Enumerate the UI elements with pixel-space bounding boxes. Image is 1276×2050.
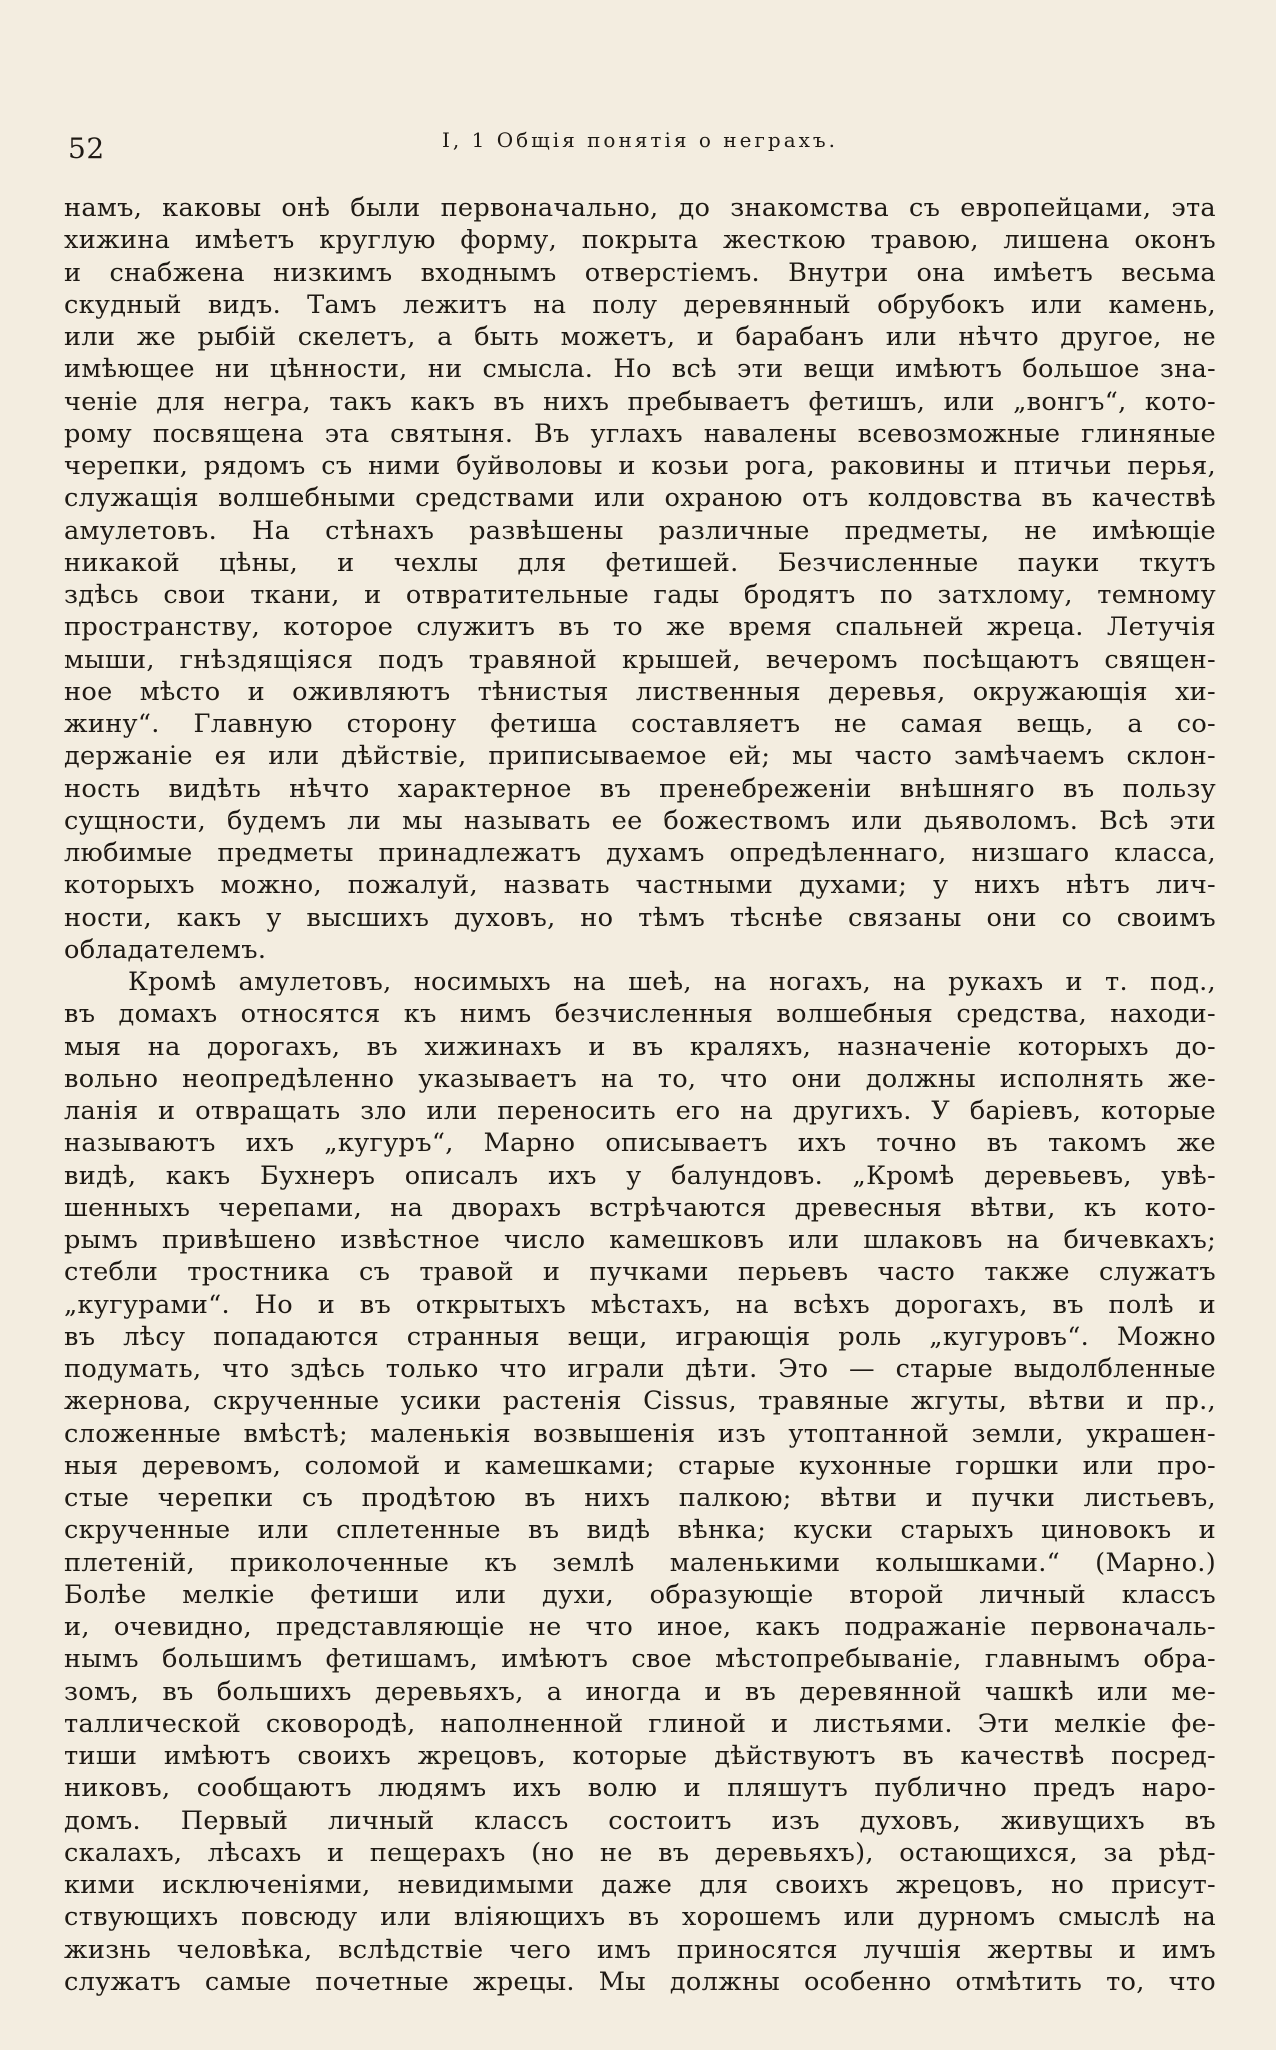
text-line: намъ, каковы онѣ были первоначально, до знакомства съ европейцами, эта (64, 193, 1216, 223)
text-line: мыши, гнѣздящіяся подъ травяной крышей, вечеромъ посѣщаютъ священ- (64, 644, 1216, 675)
text-line: никакой цѣны, и чехлы для фетишей. Безчисленные пауки ткутъ (64, 547, 1216, 578)
text-line: въ домахъ относятся къ нимъ безчисленныя волшебныя средства, находи- (64, 999, 1216, 1030)
text-line: ныя деревомъ, соломой и камешками; старые кухонные горшки или про- (64, 1450, 1216, 1481)
text-line: шенныхъ черепами, на дворахъ встрѣчаются древесныя вѣтви, къ кото- (64, 1192, 1216, 1223)
text-line: „кугурами“. Но и въ открытыхъ мѣстахъ, на всѣхъ дорогахъ, въ полѣ и (64, 1289, 1216, 1320)
text-line: служащія волшебными средствами или охраною отъ колдовства въ качествѣ (64, 483, 1216, 514)
page-header (64, 118, 1216, 178)
text-line: ное мѣсто и оживляютъ тѣнистыя лиственныя деревья, окружающія хи- (64, 676, 1216, 707)
text-line: сложенные вмѣстѣ; маленькія возвышенія изъ утоптанной земли, украшен- (64, 1418, 1216, 1449)
text-line: въ лѣсу попадаются странныя вещи, играющія роль „кугуровъ“. Можно (64, 1321, 1216, 1352)
text-line: здѣсь свои ткани, и отвратительные гады бродятъ по затхлому, темному (64, 580, 1216, 610)
text-line: нымъ большимъ фетишамъ, имѣютъ свое мѣстопребываніе, главнымъ обра- (64, 1644, 1216, 1675)
text-line: скалахъ, лѣсахъ и пещерахъ (но не въ деревьяхъ), остающихся, за рѣд- (64, 1837, 1216, 1868)
text-line: жину“. Главную сторону фетиша составляетъ не самая вещь, а со- (64, 709, 1216, 739)
text-line: хижина имѣетъ круглую форму, покрыта жесткою травою, лишена оконъ (64, 225, 1216, 256)
text-line: служатъ самые почетные жрецы. Мы должны особенно отмѣтить то, что (64, 1966, 1216, 1997)
text-line: Болѣе мелкіе фетиши или духи, образующіе второй личный классъ (64, 1579, 1216, 1610)
text-line: никовъ, сообщаютъ людямъ ихъ волю и пляшутъ публично предъ наро- (64, 1773, 1216, 1804)
text-line: ности, какъ у высшихъ духовъ, но тѣмъ тѣснѣе связаны они со своимъ (64, 902, 1216, 933)
text-line: ченіе для негра, такъ какъ въ нихъ пребываетъ фетишъ, или „вонгъ“, кото- (64, 386, 1216, 417)
text-line: которыхъ можно, пожалуй, назвать частными духами; у нихъ нѣтъ лич- (64, 870, 1216, 901)
text-line: скрученные или сплетенные въ видѣ вѣнка; куски старыхъ циновокъ и (64, 1515, 1216, 1546)
text-line: вольно неопредѣленно указываетъ на то, что они должны исполнять же- (64, 1063, 1216, 1094)
text-line: и снабжена низкимъ входнымъ отверстіемъ. Внутри она имѣетъ весьма (64, 257, 1216, 288)
text-line: сущности, будемъ ли мы называть ее божествомъ или дьяволомъ. Всѣ эти (64, 805, 1216, 836)
text-line: и, очевидно, представляющіе не что иное, какъ подражаніе первоначаль- (64, 1612, 1216, 1642)
text-line: мыя на дорогахъ, въ хижинахъ и въ краляхъ, назначеніе которыхъ до- (64, 1031, 1216, 1062)
text-line: рому посвящена эта святыня. Въ углахъ навалены всевозможные глиняные (64, 418, 1216, 449)
text-line: стые черепки съ продѣтою въ нихъ палкою; вѣтви и пучки листьевъ, (64, 1483, 1216, 1513)
text-line: любимые предметы принадлежатъ духамъ опредѣленнаго, низшаго класса, (64, 838, 1216, 868)
text-line: амулетовъ. На стѣнахъ развѣшены различные предметы, не имѣющіе (64, 515, 1216, 546)
text-line: кими исключеніями, невидимыми даже для своихъ жрецовъ, но присут- (64, 1870, 1216, 1900)
text-line: ланія и отвращать зло или переносить его на другихъ. У баріевъ, которые (64, 1096, 1216, 1126)
text-line: скудный видъ. Тамъ лежитъ на полу деревянный обрубокъ или камень, (64, 289, 1216, 320)
text-line: подумать, что здѣсь только что играли дѣти. Это — старые выдолбленные (64, 1354, 1216, 1384)
text-line: держаніе ея или дѣйствіе, приписываемое ей; мы часто замѣчаемъ склон- (64, 741, 1216, 772)
body-text (64, 192, 1216, 1998)
text-line: пространству, которое служитъ въ то же время спальней жреца. Летучія (64, 612, 1216, 643)
text-line: тиши имѣютъ своихъ жрецовъ, которые дѣйствуютъ въ качествѣ посред- (64, 1741, 1216, 1771)
text-line: плетеній, приколоченные къ землѣ маленькими колышками.“ (Марно.) (64, 1547, 1216, 1578)
running-title: I, 1 Общія понятія о неграхъ. (442, 128, 838, 152)
text-line: или же рыбій скелетъ, а быть можетъ, и барабанъ или нѣчто другое, не (64, 322, 1216, 352)
text-line: жизнь человѣка, вслѣдствіе чего имъ приносятся лучшія жертвы и имъ (64, 1934, 1216, 1965)
text-line: обладателемъ. (64, 934, 267, 965)
text-line: ность видѣть нѣчто характерное въ пренебреженіи внѣшняго въ пользу (64, 773, 1216, 804)
text-line: называютъ ихъ „кугуръ“, Марно описываетъ ихъ точно въ такомъ же (64, 1128, 1216, 1159)
text-line: черепки, рядомъ съ ними буйволовы и козьи рога, раковины и птичьи перья, (64, 451, 1216, 481)
text-line: домъ. Первый личный классъ состоитъ изъ духовъ, живущихъ въ (64, 1805, 1216, 1836)
text-line: имѣющее ни цѣнности, ни смысла. Но всѣ эти вещи имѣютъ большое зна- (64, 354, 1216, 385)
text-line: таллической сковородѣ, наполненной глиной и листьями. Эти мелкіе фе- (64, 1708, 1216, 1739)
text-line: Кромѣ амулетовъ, носимыхъ на шеѣ, на ногахъ, на рукахъ и т. под., (128, 967, 1216, 997)
text-line: зомъ, въ большихъ деревьяхъ, а иногда и въ деревянной чашкѣ или ме- (64, 1676, 1216, 1707)
page-number: 52 (68, 132, 105, 165)
text-line: рымъ привѣшено извѣстное число камешковъ или шлаковъ на бичевкахъ; (64, 1225, 1216, 1255)
text-line: ствующихъ повсюду или вліяющихъ въ хорошемъ или дурномъ смыслѣ на (64, 1902, 1216, 1933)
text-line: стебли тростника съ травой и пучками перьевъ часто также служатъ (64, 1257, 1216, 1288)
text-line: видѣ, какъ Бухнеръ описалъ ихъ у балундовъ. „Кромѣ деревьевъ, увѣ- (64, 1160, 1216, 1191)
text-line: жернова, скрученные усики растенія Cissus, травяные жгуты, вѣтви и пр., (64, 1386, 1216, 1417)
